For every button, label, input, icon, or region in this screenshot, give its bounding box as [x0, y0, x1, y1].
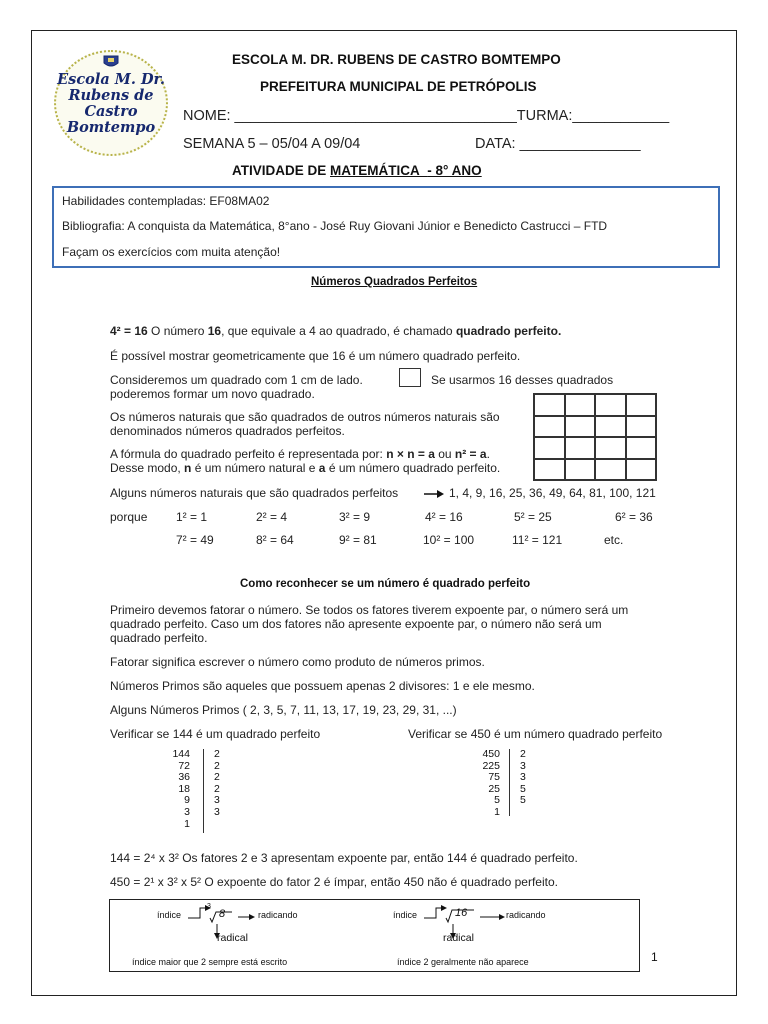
factor-450-numbers [470, 749, 500, 819]
intro-bold-perfect-square: quadrado perfeito. [455, 324, 562, 338]
because-label: porque [110, 510, 148, 524]
factor-144-numbers [160, 749, 190, 830]
paragraph-formula-explanation [110, 461, 500, 475]
logo-line-4: Bomtempo [66, 119, 156, 136]
conclusion-144: 144 = 2⁴ x 3² Os fatores 2 e 3 apresentam expoente par, então 144 é quadrado perfeito. [110, 851, 578, 865]
factor-450-n1: 225 [482, 759, 500, 772]
factor-144-n0: 144 [172, 748, 190, 760]
factor-144-n1: 72 [178, 759, 190, 772]
factor-450-primes [520, 749, 540, 807]
section-title-recognize: Como reconhecer se um número é quadrado perfeito [240, 578, 531, 590]
factor-144-p3: 2 [214, 782, 220, 795]
note-index-hidden: índice 2 geralmente não aparece [397, 957, 529, 967]
intro-bold-16: 16 [207, 324, 222, 338]
factor-450-n5: 1 [494, 805, 500, 818]
activity-prefix: ATIVIDADE DE [232, 163, 331, 178]
formula-or: ou [434, 447, 455, 461]
activity-subject-text: MATEMÁTICA_ [330, 163, 428, 178]
square-eq-4: 4² = 16 [425, 510, 463, 524]
factor-144-n4: 9 [184, 794, 190, 807]
verify-144-label: Verificar se 144 é um quadrado perfeito [110, 727, 321, 741]
school-name: ESCOLA M. DR. RUBENS DE CASTRO BOMTEMPO [232, 52, 561, 67]
square-eq-7: 7² = 49 [176, 533, 214, 547]
page-number: 1 [651, 950, 658, 964]
square-eq-9: 9² = 81 [339, 533, 377, 547]
logo-line-3: Castro [84, 103, 138, 120]
factor-450-n0: 450 [482, 748, 500, 760]
factor-144-divider [203, 749, 204, 833]
paragraph-using-16: Se usarmos 16 desses quadrados [431, 373, 614, 387]
factor-144-n6: 1 [184, 817, 190, 830]
factor-450-p3: 5 [520, 782, 526, 795]
square-eq-2: 2² = 4 [256, 510, 288, 524]
factor-paragraph-2: quadrado perfeito. Caso um dos fatores não apresente expoente par, o número não será um [110, 617, 602, 631]
square-eq-8: 8² = 64 [256, 533, 294, 547]
school-logo [54, 50, 168, 156]
factor-144-p5: 3 [214, 805, 220, 818]
right-radical-label: radical [443, 932, 474, 944]
prefecture-name: PREFEITURA MUNICIPAL DE PETRÓPOLIS [260, 79, 537, 94]
formula-n-squared: n² = a [454, 447, 487, 461]
paragraph-formula [110, 447, 490, 461]
skills-line: Habilidades contempladas: EF08MA02 [62, 194, 270, 208]
factor-paragraph-3: quadrado perfeito. [110, 631, 208, 645]
unit-square-figure [399, 368, 421, 387]
left-radicand-label: radicando [258, 910, 298, 920]
conclusion-450: 450 = 2¹ x 3² x 5² O expoente do fator 2 é ímpar, então 450 não é quadrado perfeito. [110, 875, 558, 889]
right-index-label: índice [393, 910, 418, 920]
paragraph-geometric: É possível mostrar geometricamente que 16 é um número quadrado perfeito. [110, 349, 521, 363]
name-class-line: NOME: ___________________________________TURMA:____________ [183, 108, 670, 124]
verify-450-label: Verificar se 450 é um número quadrado perfeito [408, 727, 663, 741]
week-line: SEMANA 5 – 05/04 A 09/04 [183, 136, 361, 152]
factor-144-n3: 18 [178, 782, 190, 795]
square-eq-5: 5² = 25 [514, 510, 552, 524]
factor-144-p2: 2 [214, 771, 220, 784]
left-radical-label: radical [217, 932, 248, 944]
formula-text: A fórmula do quadrado perfeito é representada por: [110, 447, 387, 461]
explanation-text-2: é um número natural e [191, 461, 319, 475]
intro-text-2: , que equivale a 4 ao quadrado, é chamado [221, 324, 456, 338]
factor-450-n4: 5 [494, 794, 500, 807]
factor-450-n3: 25 [488, 782, 500, 795]
factor-450-p1: 3 [520, 759, 526, 772]
left-index-number: 3 [207, 903, 211, 910]
explanation-a: a [318, 461, 326, 475]
intro-text-1: O número [147, 324, 208, 338]
date-line: DATA: _______________ [475, 136, 641, 152]
intro-bold-equation: 4² = 16 [110, 324, 148, 338]
attention-note: Façam os exercícios com muita atenção! [62, 245, 281, 259]
formula-end: . [486, 447, 490, 461]
explanation-n: n [184, 461, 192, 475]
factor-450-divider [509, 749, 510, 816]
factor-450-p2: 3 [520, 771, 526, 784]
paragraph-naturals-1: Os números naturais que são quadrados de outros números naturais são [110, 410, 500, 424]
logo-text [54, 72, 168, 136]
primes-definition: Números Primos são aqueles que possuem apenas 2 divisores: 1 e ele mesmo. [110, 679, 535, 693]
formula-n-times-n: n × n = a [386, 447, 435, 461]
factor-450-p0: 2 [520, 748, 526, 760]
factor-definition: Fatorar significa escrever o número como produto de números primos. [110, 655, 485, 669]
four-by-four-grid-figure [533, 393, 657, 481]
factor-144-p0: 2 [214, 748, 220, 760]
square-eq-6: 6² = 36 [615, 510, 653, 524]
paragraph-new-square: poderemos formar um novo quadrado. [110, 387, 315, 401]
factor-144-n2: 36 [178, 771, 190, 784]
square-eq-11: 11² = 121 [512, 533, 563, 547]
info-box [52, 186, 720, 268]
section-title-perfect-squares: Números Quadrados Perfeitos [311, 276, 478, 288]
factor-450-p4: 5 [520, 794, 526, 807]
paragraph-naturals-2: denominados números quadrados perfeitos. [110, 424, 345, 438]
explanation-text-1: Desse modo, [110, 461, 185, 475]
activity-grade: - 8° ANO [427, 163, 482, 178]
radical-diagram-box [109, 899, 640, 972]
primes-list: Alguns Números Primos ( 2, 3, 5, 7, 11, 13, 17, 19, 23, 29, 31, ...) [110, 703, 457, 717]
factor-144-p1: 2 [214, 759, 220, 772]
right-arrow-icon [424, 489, 444, 499]
explanation-text-3: é um número quadrado perfeito. [325, 461, 501, 475]
factor-paragraph-1: Primeiro devemos fatorar o número. Se todos os fatores tiverem expoente par, o número será um [110, 603, 629, 617]
square-eq-3: 3² = 9 [339, 510, 371, 524]
logo-line-2: Rubens de [68, 87, 154, 104]
paragraph-some-squares: Alguns números naturais que são quadrados perfeitos [110, 486, 399, 500]
perfect-squares-list: 1, 4, 9, 16, 25, 36, 49, 64, 81, 100, 121 [449, 486, 656, 500]
factor-450-n2: 75 [488, 771, 500, 784]
activity-subject [330, 163, 482, 178]
left-radicand: 8 [219, 908, 226, 920]
crest-icon [102, 54, 120, 69]
bibliography-line: Bibliografia: A conquista da Matemática, 8°ano - José Ruy Giovani Júnior e Benedicto Castrucci – FTD [62, 219, 608, 233]
factor-144-p4: 3 [214, 794, 220, 807]
paragraph-intro [110, 324, 561, 338]
left-index-label: índice [157, 910, 182, 920]
factor-144-n5: 3 [184, 805, 190, 818]
square-eq-10: 10² = 100 [423, 533, 475, 547]
logo-line-1: Escola M. Dr. [57, 71, 165, 88]
square-eq-1: 1² = 1 [176, 510, 208, 524]
factor-144-primes [214, 749, 234, 819]
right-radicand: 16 [455, 907, 468, 919]
etc-label: etc. [604, 533, 624, 547]
right-radicand-label: radicando [506, 910, 546, 920]
activity-title [232, 163, 482, 178]
note-index-written: índice maior que 2 sempre está escrito [132, 957, 288, 967]
paragraph-square-1cm: Consideremos um quadrado com 1 cm de lado. [110, 373, 363, 387]
